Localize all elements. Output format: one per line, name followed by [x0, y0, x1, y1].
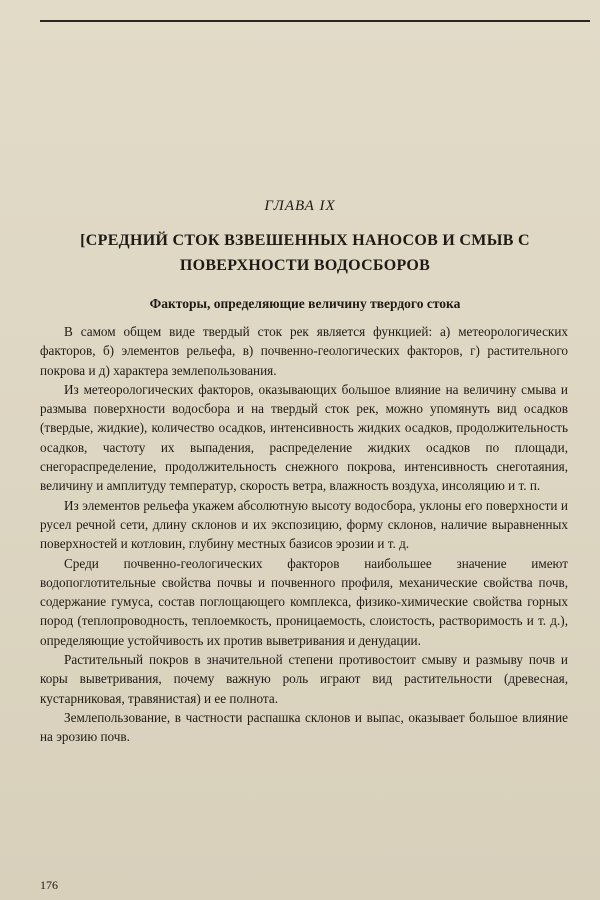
paragraph: Землепользование, в частности распашка склонов и выпас, оказывает большое влияние на эрозию почв. [40, 709, 568, 745]
chapter-title: [СРЕДНИЙ СТОК ВЗВЕШЕННЫХ НАНОСОВ И СМЫВ С ПОВЕРХНОСТИ ВОДОСБОРОВ [80, 232, 530, 274]
body-text [40, 322, 568, 747]
page-number: 176 [40, 878, 58, 892]
paragraph: Из элементов рельефа укажем абсолютную высоту водосбора, уклоны его поверхности и русел речной сети, длину склонов и их экспозицию, форму склонов, наличие выравненных поверхностей и котловин, глубину местных базисов эрозии и т. д. [40, 497, 568, 552]
top-rule [40, 20, 590, 22]
paragraph: Среди почвенно-геологических факторов наибольшее значение имеют водопоглотительные свойства почвы и почвенного профиля, механические свойства почв, содержание гумуса, состав поглощающего комплекса, физико-химические свойства горных пород (теплопроводность, теплоемкость, проницаемость, слоистость, растворимость и т. д.), определяющие устойчивость их против выветривания и денудации. [40, 555, 568, 648]
paragraph: Растительный покров в значительной степени противостоит смыву и размыву почв и коры выветривания, почему важную роль играют вид растительности (древесная, кустарниковая, травянистая) и ее полнота. [40, 652, 568, 706]
chapter-label: ГЛАВА IX [264, 198, 336, 214]
paragraph: В самом общем виде твердый сток рек является функцией: а) метеорологических факторов, б) элементов рельефа, в) почвенно-геологических факторов, г) растительного покрова и д) характера землепользования. [40, 324, 568, 378]
section-title: Факторы, определяющие величину твердого стока [149, 296, 461, 311]
paragraph: Из метеорологических факторов, оказывающих большое влияние на величину смыва и размыва поверхности водосбора и на твердый сток рек, можно упомянуть вид осадков (твердые, жидкие), количество осадков, интенсивность жидких осадков, продолжительность осадков, частоту их выпадения, распределение жидких осадков по площади, снегораспределение, продолжительность снежного покрова, интенсивность снеготаяния, величину и амплитуду температур, скорость ветра, влажность воздуха, инсоляцию и т. п. [40, 381, 568, 494]
